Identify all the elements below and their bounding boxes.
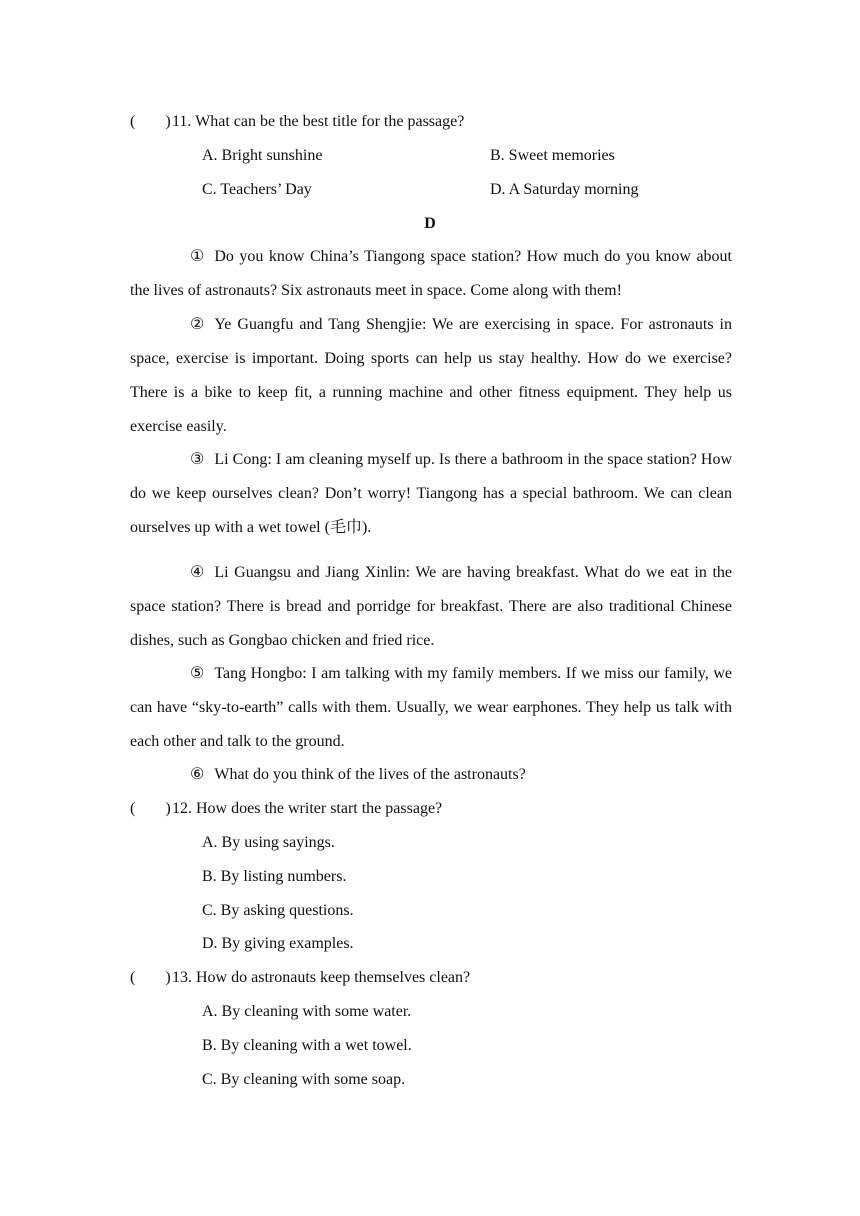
paragraph-text: Li Cong: I am cleaning myself up. Is there a bathroom in the space station? How do we keep ourselves clean? Don’t worry! Tiangong has a special bathroom. We can clean ourselves up with a wet towel (毛巾). [130, 451, 732, 536]
q11-option-a: A. Bright sunshine [202, 147, 323, 164]
paragraph-number: ⑥ [190, 766, 205, 783]
question-11 [130, 112, 464, 132]
paragraph-number: ③ [190, 451, 205, 468]
question-12-text: 12. How does the writer start the passage? [172, 800, 443, 817]
q13-option-c: C. By cleaning with some soap. [202, 1071, 406, 1088]
paragraph-number: ② [190, 316, 205, 333]
q12-option-d: D. By giving examples. [202, 935, 354, 952]
paragraph-text: Tang Hongbo: I am talking with my family members. If we miss our family, we can have “sky-to-earth” calls with them. Usually, we wear earphones. They help us talk with each other and talk to the ground. [130, 665, 732, 750]
q11-option-d: D. A Saturday morning [490, 181, 639, 198]
paragraph-text: Do you know China’s Tiangong space station? How much do you know about the lives of astronauts? Six astronauts meet in space. Come along with them! [130, 248, 732, 299]
paragraph-number: ④ [190, 564, 205, 581]
answer-blank[interactable]: ( ) [130, 800, 171, 817]
q13-option-a: A. By cleaning with some water. [202, 1003, 412, 1020]
q12-option-a: A. By using sayings. [202, 834, 335, 851]
paragraph-text: What do you think of the lives of the astronauts? [214, 766, 526, 783]
passage-paragraph-1 [130, 240, 732, 308]
question-13-text: 13. How do astronauts keep themselves clean? [172, 969, 471, 986]
paragraph-number: ⑤ [190, 665, 205, 682]
section-heading: D [424, 215, 436, 232]
answer-blank[interactable]: ( ) [130, 969, 171, 986]
question-11-text: 11. What can be the best title for the passage? [172, 113, 465, 130]
paragraph-number: ① [190, 248, 205, 265]
passage-paragraph-4 [130, 556, 732, 658]
passage-paragraph-5 [130, 657, 732, 759]
q11-option-c: C. Teachers’ Day [202, 181, 312, 198]
question-12 [130, 799, 442, 819]
q13-option-b: B. By cleaning with a wet towel. [202, 1037, 412, 1054]
q12-option-c: C. By asking questions. [202, 902, 354, 919]
answer-blank[interactable]: ( ) [130, 113, 171, 130]
passage-paragraph-6 [130, 758, 732, 792]
paragraph-text: Li Guangsu and Jiang Xinlin: We are having breakfast. What do we eat in the space station? There is bread and porridge for breakfast. There are also traditional Chinese dishes, such as Gongbao chicken and fried rice. [130, 564, 732, 649]
passage-paragraph-2 [130, 308, 732, 444]
paragraph-text: Ye Guangfu and Tang Shengjie: We are exercising in space. For astronauts in space, exercise is important. Doing sports can help us stay healthy. How do we exercise? There is a bike to keep fit, a running machine and other fitness equipment. They help us exercise easily. [130, 316, 732, 435]
passage-paragraph-3 [130, 443, 732, 545]
q12-option-b: B. By listing numbers. [202, 868, 347, 885]
q11-option-b: B. Sweet memories [490, 147, 615, 164]
question-13 [130, 968, 470, 988]
